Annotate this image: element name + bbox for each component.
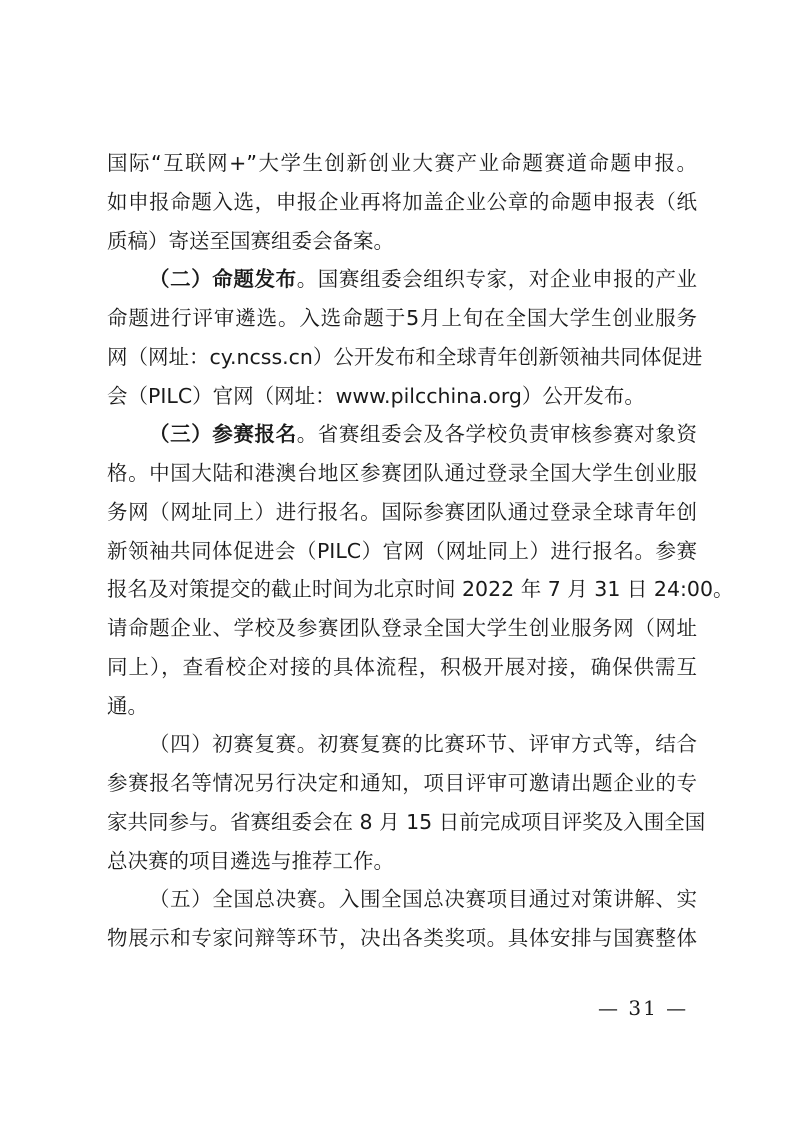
line-text: 。省赛组委会及各学校负责审核参赛对象资: [296, 422, 698, 447]
text-line: [107, 842, 697, 881]
section-heading: （三）参赛报名: [149, 422, 297, 447]
text-line: [107, 532, 697, 571]
line-text: 命题进行评审遴选。入选命题于5月上旬在全国大学生创业服务: [107, 306, 697, 330]
text-line: [107, 415, 697, 454]
page-number: — 31 —: [598, 996, 689, 1020]
section-heading: （二）命题发布: [149, 267, 297, 292]
text-line: [107, 609, 697, 648]
line-text: 家共同参与。省赛组委会在 8 月 15 日前完成项目评奖及入围全国: [107, 809, 706, 834]
line-text: 物展示和专家问辩等环节，决出各类奖项。具体安排与国赛整体: [107, 926, 697, 950]
text-line: [107, 299, 697, 338]
line-text: 务网（网址同上）进行报名。国际参赛团队通过登录全球青年创: [107, 499, 697, 524]
line-text: 格。中国大陆和港澳台地区参赛团队通过登录全国大学生创业服: [107, 461, 697, 485]
text-line: [107, 338, 703, 377]
document-body: [107, 144, 734, 958]
line-text: 总决赛的项目遴选与推荐工作。: [107, 848, 394, 873]
line-text: 会（PILC）官网（网址：www.pilcchina.org）公开发布。: [107, 383, 645, 408]
line-text: 。国赛组委会组织专家，对企业申报的产业: [296, 267, 698, 292]
text-line: [107, 880, 697, 919]
line-text: 报名及对策提交的截止时间为北京时间 2022 年 7 月 31 日 24:00。: [107, 577, 734, 602]
text-line: [107, 648, 697, 687]
line-text: 新领袖共同体促进会（PILC）官网（网址同上）进行报名。参赛: [107, 538, 697, 563]
text-line: [107, 493, 697, 532]
line-text: （四）初赛复赛。初赛复赛的比赛环节、评审方式等，结合: [149, 732, 697, 757]
line-text: 质稿）寄送至国赛组委会备案。: [107, 228, 394, 253]
text-line: [107, 803, 706, 842]
text-line: [107, 570, 734, 609]
text-line: [107, 764, 697, 803]
text-line: [107, 687, 697, 726]
text-line: [107, 725, 697, 764]
text-line: [107, 454, 697, 493]
text-line: [107, 260, 697, 299]
line-text: 请命题企业、学校及参赛团队登录全国大学生创业服务网（网址: [107, 616, 697, 640]
line-text: 同上），查看校企对接的具体流程，积极开展对接，确保供需互: [107, 654, 697, 679]
text-line: [107, 919, 697, 958]
text-line: [107, 377, 697, 416]
line-text: 国际“互联网+”大学生创新创业大赛产业命题赛道命题申报。: [107, 151, 697, 175]
line-text: 参赛报名等情况另行决定和通知，项目评审可邀请出题企业的专: [107, 771, 697, 795]
text-line: [107, 183, 697, 222]
text-line: [107, 222, 697, 261]
line-text: （五）全国总决赛。入围全国总决赛项目通过对策讲解、实: [149, 887, 697, 912]
line-text: 通。: [107, 693, 148, 718]
line-text: 网（网址：cy.ncss.cn）公开发布和全球青年创新领袖共同体促进: [107, 344, 703, 369]
line-text: 如申报命题入选，申报企业再将加盖企业公章的命题申报表（纸: [107, 189, 697, 214]
text-line: [107, 144, 697, 183]
